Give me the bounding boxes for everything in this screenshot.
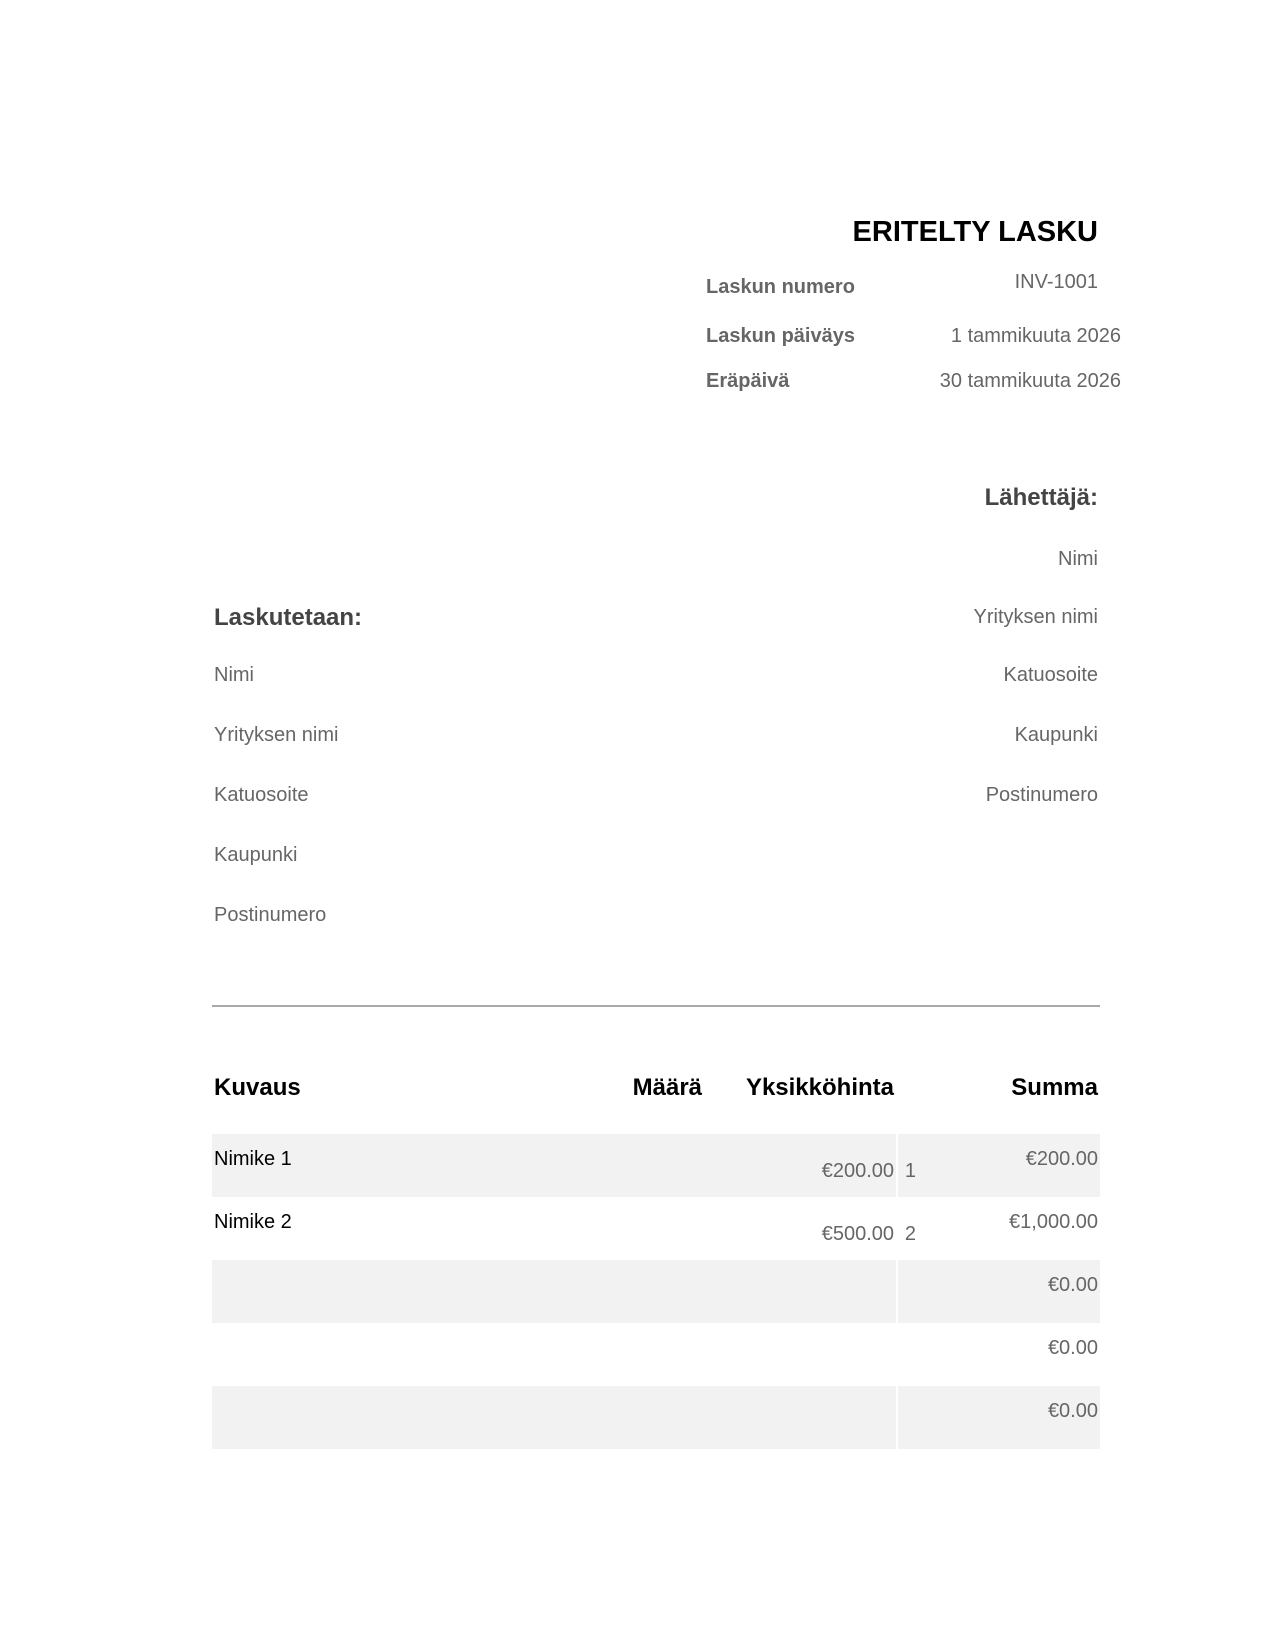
table-row bbox=[212, 1197, 1100, 1260]
sender-heading: Lähettäjä: bbox=[984, 484, 1098, 511]
bill-to-postal: Postinumero bbox=[214, 904, 327, 926]
row-unit-price: €200.00 bbox=[821, 1160, 894, 1182]
invoice-title: ERITELTY LASKU bbox=[852, 216, 1098, 248]
sender-company: Yrityksen nimi bbox=[973, 606, 1098, 628]
table-row bbox=[212, 1260, 1100, 1323]
table-row bbox=[212, 1386, 1100, 1449]
row-quantity: 2 bbox=[904, 1223, 916, 1245]
bill-to-name: Nimi bbox=[214, 664, 254, 686]
row-description: Nimike 2 bbox=[214, 1211, 292, 1233]
sender-name: Nimi bbox=[1058, 548, 1098, 570]
table-row bbox=[212, 1323, 1100, 1386]
row-total: €1,000.00 bbox=[1009, 1211, 1098, 1233]
bill-to-company: Yrityksen nimi bbox=[214, 724, 339, 746]
invoice-number-label: Laskun numero bbox=[706, 276, 855, 298]
row-quantity: 1 bbox=[904, 1160, 916, 1182]
column-header-total: Summa bbox=[1011, 1074, 1098, 1101]
invoice-date-value: 1 tammikuuta 2026 bbox=[950, 325, 1121, 347]
row-total: €0.00 bbox=[1047, 1337, 1098, 1359]
row-description: Nimike 1 bbox=[214, 1148, 292, 1170]
sender-street: Katuosoite bbox=[1003, 664, 1098, 686]
invoice-date-label: Laskun päiväys bbox=[706, 325, 855, 347]
bill-to-street: Katuosoite bbox=[214, 784, 309, 806]
sender-postal: Postinumero bbox=[985, 784, 1098, 806]
row-total: €200.00 bbox=[1025, 1148, 1098, 1170]
invoice-number-value: INV-1001 bbox=[1014, 271, 1098, 293]
sender-city: Kaupunki bbox=[1014, 724, 1098, 746]
row-total: €0.00 bbox=[1047, 1274, 1098, 1296]
row-total: €0.00 bbox=[1047, 1400, 1098, 1422]
bill-to-heading: Laskutetaan: bbox=[214, 604, 363, 631]
bill-to-city: Kaupunki bbox=[214, 844, 298, 866]
column-header-unit-price: Yksikköhinta bbox=[745, 1074, 894, 1101]
row-unit-price: €500.00 bbox=[821, 1223, 894, 1245]
column-header-description: Kuvaus bbox=[214, 1074, 301, 1101]
table-row bbox=[212, 1134, 1100, 1197]
column-header-quantity: Määrä bbox=[632, 1074, 702, 1101]
section-divider bbox=[212, 1005, 1100, 1007]
due-date-label: Eräpäivä bbox=[706, 370, 790, 392]
due-date-value: 30 tammikuuta 2026 bbox=[939, 370, 1121, 392]
